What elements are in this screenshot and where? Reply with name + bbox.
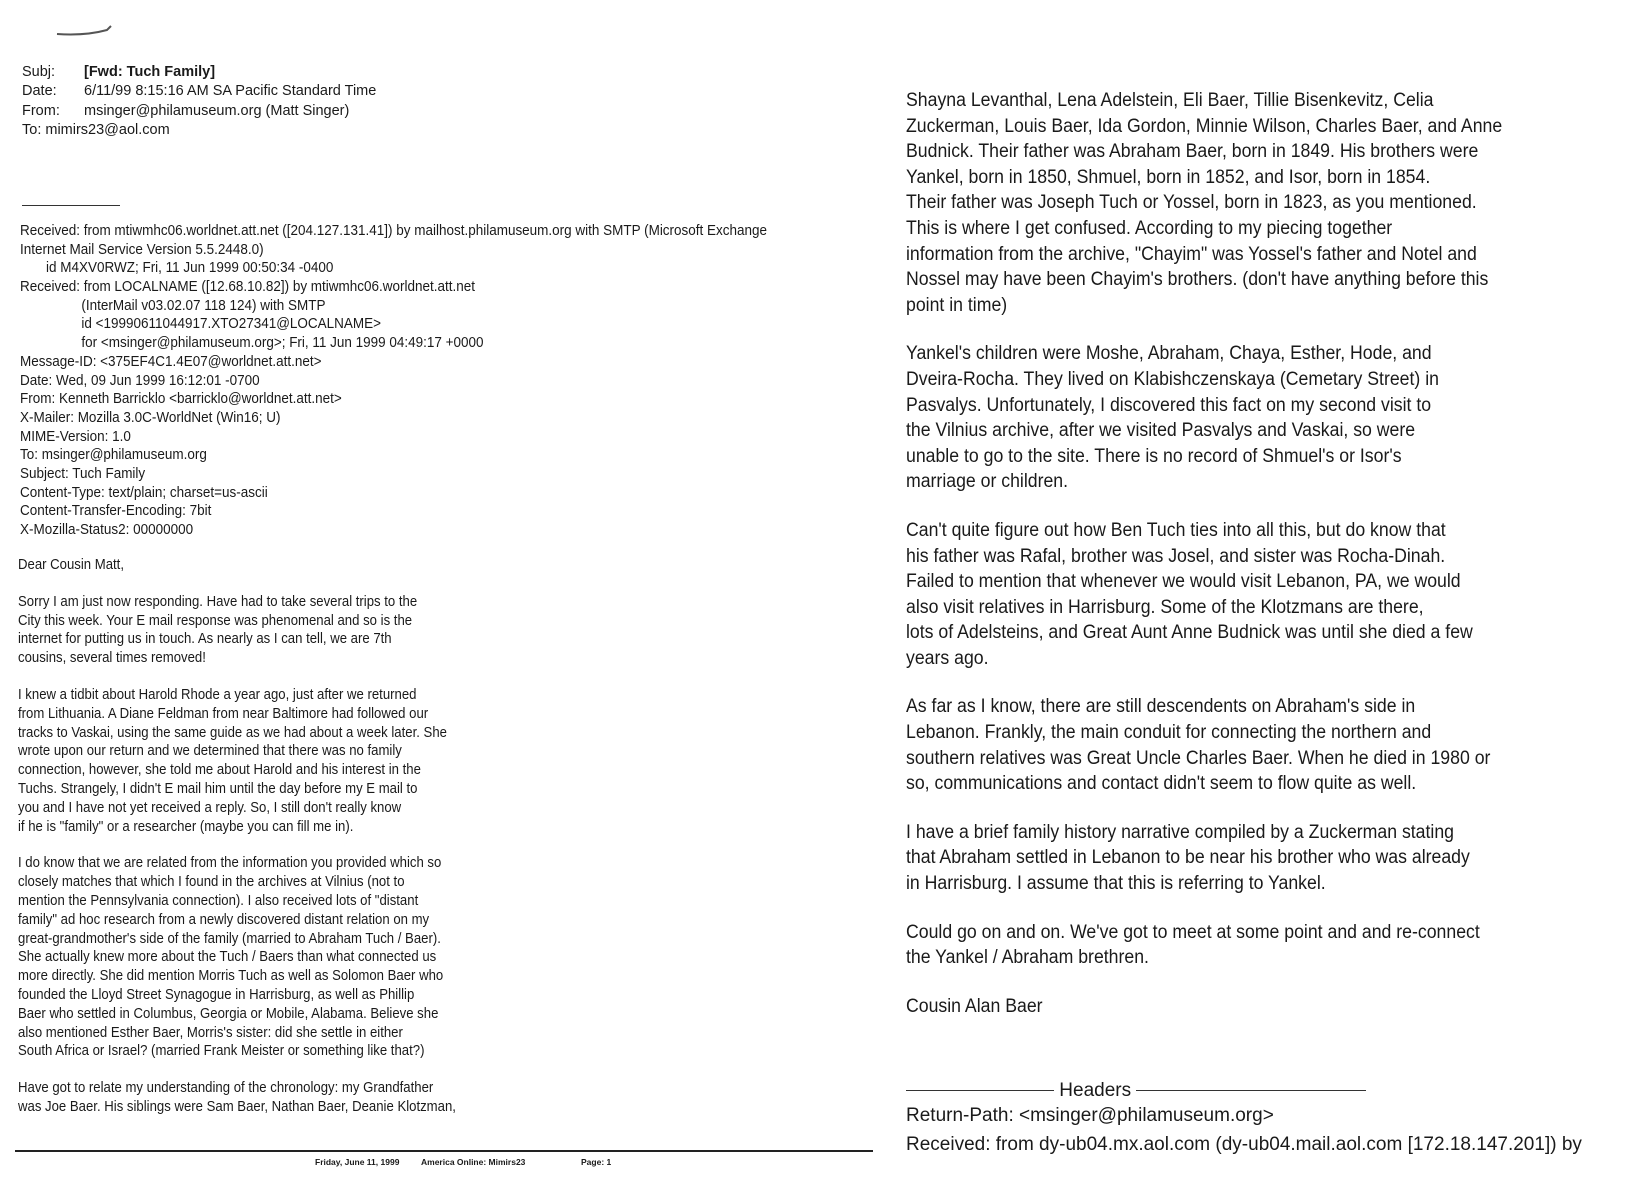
- text-line: Date: Wed, 09 Jun 1999 16:12:01 -0700: [20, 372, 260, 389]
- subject-label: Subj:: [22, 64, 56, 80]
- text-line: southern relatives was Great Uncle Charles Baer. When he died in 1980 or: [906, 747, 1491, 769]
- paragraph: [906, 994, 1547, 1020]
- text-line: in Harrisburg. I assume that this is referring to Yankel.: [906, 873, 1326, 895]
- footer-page: Page: 1: [581, 1157, 612, 1167]
- from: msinger@philamuseum.org (Matt Singer): [84, 102, 350, 119]
- text-line: marriage or children.: [906, 471, 1069, 493]
- text-line: also mentioned Esther Baer, Morris's sister: did she settle in either: [18, 1024, 403, 1041]
- text-line: MIME-Version: 1.0: [20, 428, 131, 445]
- pen-mark-icon: [55, 20, 115, 40]
- text-line: Content-Transfer-Encoding: 7bit: [20, 503, 212, 520]
- paragraph: [906, 694, 1547, 796]
- text-line: cousins, several times removed!: [18, 650, 206, 667]
- text-line: founded the Lloyd Street Synagogue in Harrisburg, as well as Phillip: [18, 986, 415, 1003]
- subject: [Fwd: Tuch Family]: [84, 64, 216, 80]
- text-line: Message-ID: <375EF4C1.4E07@worldnet.att.net>: [20, 353, 322, 370]
- text-line: Subject: Tuch Family: [20, 465, 146, 482]
- text-line: Received: from LOCALNAME ([12.68.10.82]) by mtiwmhc06.worldnet.att.net: [20, 279, 475, 296]
- text-line: Pasvalys. Unfortunately, I discovered this fact on my second visit to: [906, 394, 1432, 416]
- text-line: Tuchs. Strangely, I didn't E mail him until the day before my E mail to: [18, 780, 418, 797]
- text-line: also visit relatives in Harrisburg. Some of the Klotzmans are there,: [906, 596, 1424, 618]
- text-line: id <19990611044917.XTO27341@LOCALNAME>: [81, 316, 381, 333]
- email-header: [22, 63, 376, 140]
- headers-divider: [906, 1080, 1366, 1102]
- text-line: Their father was Joseph Tuch or Yossel, born in 1823, as you mentioned.: [906, 192, 1477, 214]
- paragraph: [906, 820, 1547, 897]
- text-line: Zuckerman, Louis Baer, Ida Gordon, Minnie Wilson, Charles Baer, and Anne: [906, 115, 1503, 137]
- paragraph: [18, 854, 494, 1061]
- date: 6/11/99 8:15:16 AM SA Pacific Standard Time: [84, 83, 377, 100]
- text-line: for <msinger@philamuseum.org>; Fri, 11 Jun 1999 04:49:17 +0000: [81, 335, 484, 352]
- text-line: if he is "family" or a researcher (maybe you can fill me in).: [18, 818, 354, 835]
- text-line: lots of Adelsteins, and Great Aunt Anne Budnick was until she died a few: [906, 622, 1473, 644]
- text-line: closely matches that which I found in the archives at Vilnius (not to: [18, 874, 405, 891]
- return-path: Return-Path: <msinger@philamuseum.org>: [906, 1105, 1274, 1126]
- text-line: Could go on and on. We've got to meet at some point and and re-connect: [906, 921, 1480, 943]
- text-line: X-Mozilla-Status2: 00000000: [20, 522, 194, 538]
- text-line: family" ad hoc research from a newly discovered distant relation on my: [18, 911, 430, 928]
- text-line: City this week. Your E mail response was phenomenal and so is the: [18, 612, 413, 629]
- text-line: Can't quite figure out how Ben Tuch ties into all this, but do know that: [906, 519, 1446, 541]
- text-line: I have a brief family history narrative compiled by a Zuckerman stating: [906, 821, 1455, 843]
- footer-service: America Online: Mimirs23: [421, 1157, 526, 1167]
- text-line: wrote upon our return and we determined that there was no family: [18, 743, 402, 760]
- text-line: Received: from mtiwmhc06.worldnet.att.net ([204.127.131.41]) by mailhost.philamuseum.org with SMTP (Microsoft Exchange: [20, 223, 768, 239]
- text-line: Budnick. Their father was Abraham Baer, born in 1849. His brothers were: [906, 141, 1479, 163]
- to: To: mimirs23@aol.com: [22, 121, 170, 138]
- text-line: mention the Pennsylvania connection). I also received lots of "distant: [18, 892, 419, 909]
- text-line: Yankel, born in 1850, Shmuel, born in 1852, and Isor, born in 1854.: [906, 166, 1431, 188]
- paragraph: [906, 341, 1547, 495]
- text-line: Have got to relate my understanding of the chronology: my Grandfather: [18, 1080, 434, 1097]
- text-line: you and I have not yet received a reply. So, I still don't really know: [18, 799, 402, 816]
- received-cut-text: Received: from dy-ub04.mx.aol.com (dy-ub04.mail.aol.com [172.18.147.201]) by: [906, 1134, 1582, 1155]
- text-line: the Vilnius archive, after we visited Pasvalys and Vaskai, so were: [906, 420, 1416, 442]
- text-line: Yankel's children were Moshe, Abraham, Chaya, Esther, Hode, and: [906, 343, 1432, 365]
- text-line: Dveira-Rocha. They lived on Klabishczenskaya (Cemetary Street) in: [906, 368, 1439, 390]
- text-line: years ago.: [906, 647, 989, 669]
- text-line: Shayna Levanthal, Lena Adelstein, Eli Baer, Tillie Bisenkevitz, Celia: [906, 90, 1434, 111]
- text-line: Lebanon. Frankly, the main conduit for connecting the northern and: [906, 722, 1432, 744]
- paragraph: [18, 593, 494, 668]
- text-line: tracks to Vaskai, using the same guide as we had about a week later. She: [18, 724, 447, 741]
- received-line-cut: [906, 1132, 1582, 1155]
- text-line: was Joe Baer. His siblings were Sam Baer, Nathan Baer, Deanie Klotzman,: [18, 1098, 456, 1115]
- text-line: This is where I get confused. According to my piecing together: [906, 217, 1393, 239]
- footer-date: Friday, June 11, 1999: [315, 1157, 400, 1167]
- text-line: Sorry I am just now responding. Have had to take several trips to the: [18, 593, 418, 610]
- text-line: unable to go to the site. There is no record of Shmuel's or Isor's: [906, 445, 1402, 467]
- text-line: information from the archive, "Chayim" was Yossel's father and Notel and: [906, 243, 1477, 265]
- raw-headers: [20, 222, 767, 540]
- text-line: Internet Mail Service Version 5.5.2448.0): [20, 241, 264, 258]
- text-line: To: msinger@philamuseum.org: [20, 447, 207, 464]
- text-line: She actually knew more about the Tuch / Baers than what connected us: [18, 949, 437, 966]
- text-line: Failed to mention that whenever we would visit Lebanon, PA, we would: [906, 571, 1461, 593]
- text-line: so, communications and contact didn't seem to flow quite as well.: [906, 773, 1417, 795]
- text-line: As far as I know, there are still descendents on Abraham's side in: [906, 696, 1416, 718]
- text-line: South Africa or Israel? (married Frank Meister or something like that?): [18, 1043, 425, 1060]
- text-line: Dear Cousin Matt,: [18, 557, 125, 573]
- paragraph: [18, 1079, 494, 1117]
- text-line: I knew a tidbit about Harold Rhode a year ago, just after we returned: [18, 686, 417, 703]
- text-line: point in time): [906, 294, 1008, 316]
- text-line: Cousin Alan Baer: [906, 995, 1043, 1017]
- text-line: id M4XV0RWZ; Fri, 11 Jun 1999 00:50:34 -0400: [46, 260, 334, 277]
- left-body: [18, 556, 494, 1117]
- text-line: the Yankel / Abraham brethren.: [906, 947, 1149, 969]
- text-line: Baer who settled in Columbus, Georgia or Mobile, Alabama. Believe she: [18, 1005, 439, 1022]
- text-line: connection, however, she told me about Harold and his interest in the: [18, 762, 421, 779]
- text-line: great-grandmother's side of the family (married to Abraham Tuch / Baer).: [18, 930, 441, 947]
- paragraph: [906, 920, 1547, 971]
- text-line: that Abraham settled in Lebanon to be near his brother who was already: [906, 847, 1470, 869]
- paragraph: [18, 686, 494, 836]
- date-label: Date:: [22, 83, 57, 100]
- text-line: more directly. She did mention Morris Tuch as well as Solomon Baer who: [18, 968, 444, 985]
- text-line: From: Kenneth Barricklo <barricklo@worldnet.att.net>: [20, 391, 342, 408]
- text-line: (InterMail v03.02.07 118 124) with SMTP: [81, 297, 326, 314]
- page-rule: [15, 1150, 873, 1152]
- paragraph: [18, 556, 494, 575]
- from-label: From:: [22, 102, 60, 119]
- right-body: [906, 88, 1547, 1019]
- divider: [22, 205, 120, 206]
- paragraph: [906, 518, 1547, 672]
- text-line: from Lithuania. A Diane Feldman from near Baltimore had followed our: [18, 705, 429, 722]
- text-line: Nossel may have been Chayim's brothers. (don't have anything before this: [906, 269, 1489, 291]
- text-line: Content-Type: text/plain; charset=us-ascii: [20, 484, 268, 501]
- text-line: I do know that we are related from the information you provided which so: [18, 855, 442, 872]
- text-line: internet for putting us in touch. As nearly as I can tell, we are 7th: [18, 631, 392, 648]
- text-line: X-Mailer: Mozilla 3.0C-WorldNet (Win16; U): [20, 409, 281, 426]
- headers-divider-label: Headers: [1059, 1080, 1132, 1101]
- paragraph: [906, 88, 1547, 318]
- text-line: his father was Rafal, brother was Josel, and sister was Rocha-Dinah.: [906, 545, 1446, 567]
